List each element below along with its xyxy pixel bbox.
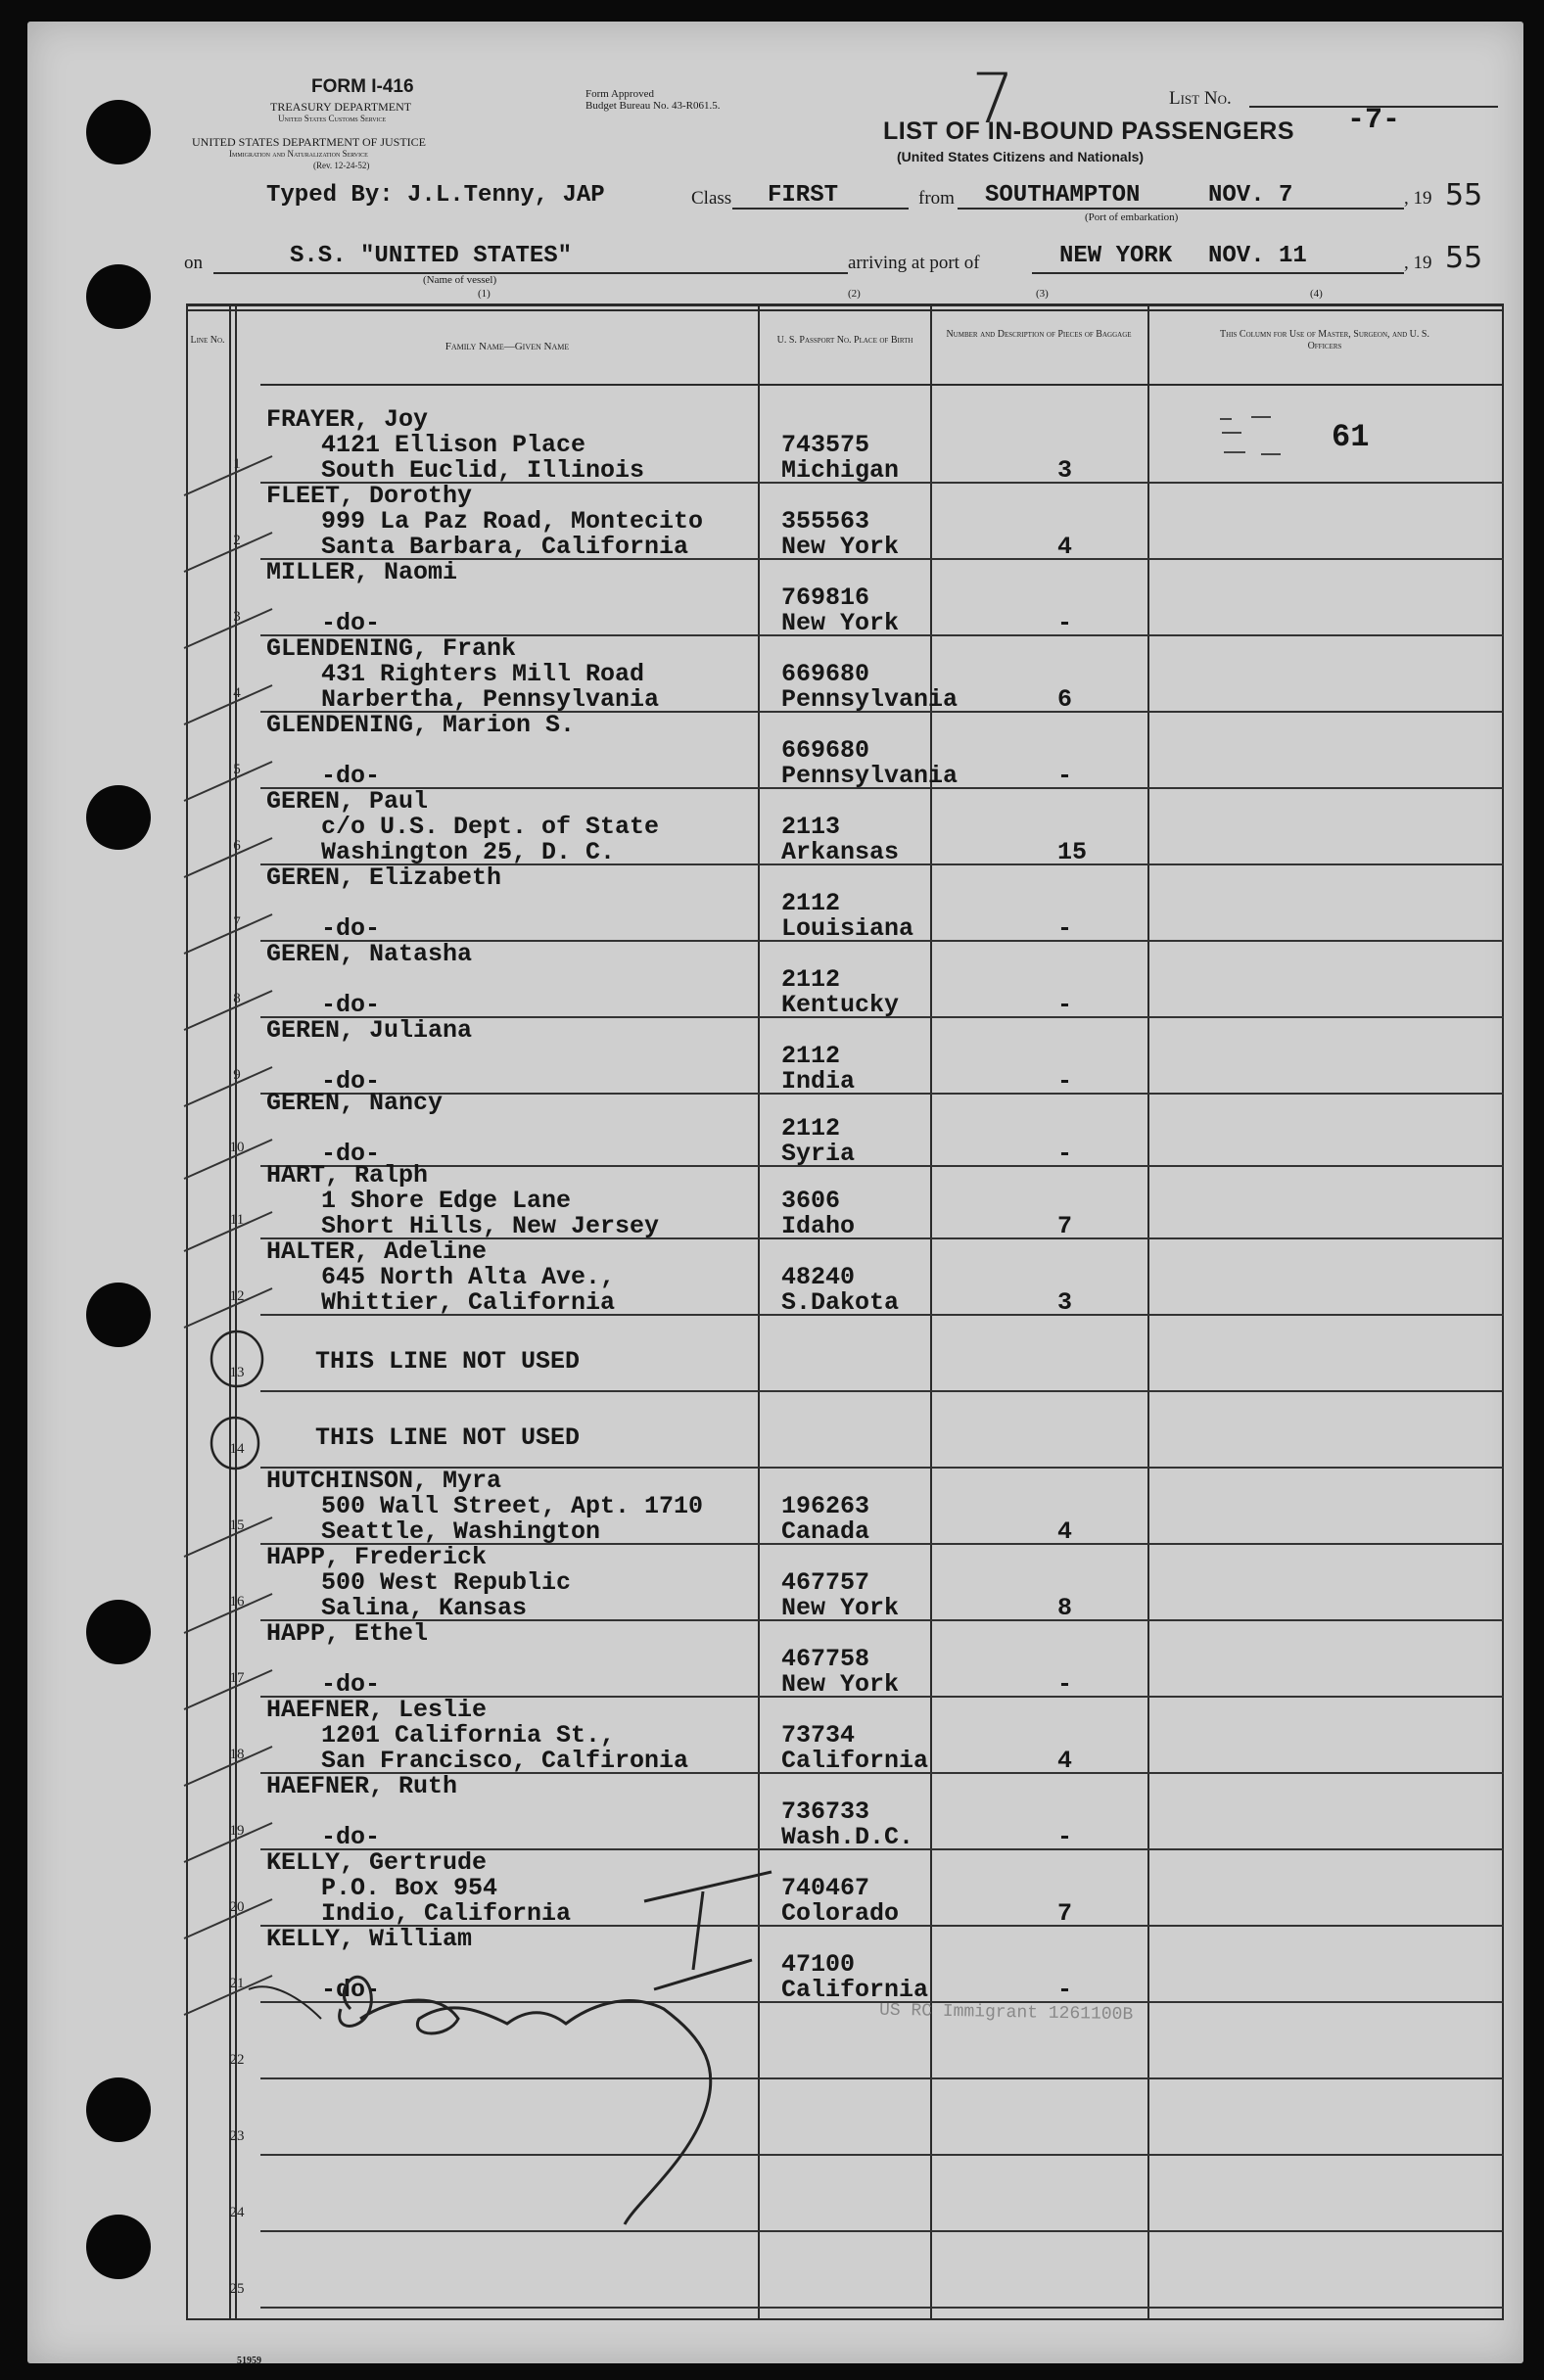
line-number: 12 [229,1288,245,1304]
dept-ins: Immigration and Naturalization Service [229,149,368,159]
immigrant-stamp: US RC Immigrant 1261100B [878,2000,1134,2026]
line-number: 22 [229,2052,245,2068]
form-approved: Form Approved [585,88,654,100]
address-line-2: Indio, California [321,1899,572,1928]
place-of-birth: Syria [781,1140,856,1168]
header-bottom-line [260,384,1504,386]
passenger-name: FRAYER, Joy [266,405,429,434]
address-line-2: -do- [321,1670,381,1699]
officer-mark: 61 [1332,419,1370,455]
class-value: FIRST [768,182,839,209]
passenger-name: GEREN, Natasha [266,940,473,968]
check-stroke [184,1747,272,1786]
line-number: 2 [233,533,241,548]
list-no-value: -7- [1347,104,1401,137]
col1-caption: (1) [478,288,491,300]
place-of-birth: California [781,1747,929,1775]
line-number: 7 [233,914,241,930]
place-of-birth: New York [781,609,900,637]
unused-line-note: THIS LINE NOT USED [315,1347,581,1376]
row-rule [260,1390,1504,1392]
address-line-2: -do- [321,762,381,790]
passport-number: 196263 [781,1492,870,1520]
baggage-count: - [1057,609,1073,637]
passport-number: 2113 [781,813,841,841]
passenger-name: HAEFNER, Leslie [266,1696,488,1724]
address-line-2: -do- [321,991,381,1019]
punch-hole [86,1600,151,1664]
row-rule [260,2307,1504,2309]
from-label: from [918,188,955,209]
check-stroke [184,456,272,495]
address-line-1: 500 West Republic [321,1568,572,1597]
place-of-birth: Michigan [781,456,900,485]
baggage-count: 15 [1057,838,1088,866]
line-number: 15 [229,1517,245,1533]
passenger-name: HAPP, Ethel [266,1619,429,1648]
check-stroke [184,1212,272,1251]
table-bottom-border [186,2318,1504,2320]
passport-number: 769816 [781,583,870,612]
passport-number: 2112 [781,1042,841,1070]
address-line-2: Salina, Kansas [321,1594,528,1622]
check-stroke [184,1140,272,1179]
dept-customs: United States Customs Service [278,114,387,123]
passenger-name: HAEFNER, Ruth [266,1772,458,1800]
check-stroke [184,914,272,954]
line-number: 20 [229,1899,245,1915]
from-year: 55 [1445,178,1483,212]
address-line-1: 1201 California St., [321,1721,616,1750]
passenger-name: MILLER, Naomi [266,558,458,586]
baggage-count: 3 [1057,456,1073,485]
address-line-1: 999 La Paz Road, Montecito [321,507,704,536]
address-line-1: 645 North Alta Ave., [321,1263,616,1291]
col4-caption: (4) [1310,288,1323,300]
tick-marks [174,433,302,2097]
address-line-2: San Francisco, Calfironia [321,1747,689,1775]
place-of-birth: Louisiana [781,914,914,943]
arrival-underline [1032,272,1404,274]
baggage-count: - [1057,1823,1073,1851]
passport-number: 2112 [781,889,841,917]
passport-number: 736733 [781,1797,870,1826]
arrival-year: 55 [1445,241,1483,275]
passport-number: 467757 [781,1568,870,1597]
line-number: 11 [229,1212,245,1228]
handwritten-list-number: 7 [971,59,1015,139]
passenger-name: GEREN, Nancy [266,1089,444,1117]
arrival-port: NEW YORK [1059,243,1173,269]
table-top-border [186,303,1504,306]
check-stroke [184,991,272,1030]
baggage-count: 8 [1057,1594,1073,1622]
baggage-count: - [1057,914,1073,943]
line-number: 16 [229,1594,245,1610]
row-rule [260,787,1504,789]
passport-number: 73734 [781,1721,856,1750]
address-line-1: P.O. Box 954 [321,1874,498,1902]
place-of-birth: New York [781,1594,900,1622]
place-of-birth: New York [781,533,900,561]
address-line-1: c/o U.S. Dept. of State [321,813,660,841]
from-year-prefix: , 19 [1404,188,1432,209]
baggage-count: 4 [1057,533,1073,561]
passport-number: 3606 [781,1187,841,1215]
place-of-birth: California [781,1976,929,2004]
passenger-name: HAPP, Frederick [266,1543,488,1571]
line-number: 14 [229,1441,245,1457]
class-label: Class [691,188,732,209]
arrival-date: NOV. 11 [1208,243,1307,269]
baggage-count: 7 [1057,1899,1073,1928]
row-rule [260,1165,1504,1167]
punch-hole [86,1283,151,1347]
check-stroke [184,685,272,724]
passenger-name: GEREN, Elizabeth [266,863,502,892]
place-of-birth: New York [781,1670,900,1699]
place-of-birth: India [781,1067,856,1096]
port-caption: (Port of embarkation) [1085,211,1179,223]
baggage-count: 7 [1057,1212,1073,1240]
place-of-birth: Kentucky [781,991,900,1019]
punch-hole [86,2077,151,2142]
handwritten-i-mark [625,1862,781,1999]
address-line-2: -do- [321,914,381,943]
baggage-count: 4 [1057,1747,1073,1775]
page-title: LIST OF IN-BOUND PASSENGERS [883,117,1295,145]
check-stroke [184,1594,272,1633]
arriving-label: arriving at port of [848,253,980,273]
place-of-birth: Arkansas [781,838,900,866]
address-line-2: Washington 25, D. C. [321,838,616,866]
passport-number: 669680 [781,736,870,765]
baggage-count: - [1057,1976,1073,2004]
baggage-count: 4 [1057,1517,1073,1546]
officer-dash-marks [1212,411,1300,460]
place-of-birth: Pennsylvania [781,762,959,790]
table-top-border-2 [186,309,1504,311]
dash-marks-icon [1212,411,1300,460]
address-line-1: 4121 Ellison Place [321,431,586,459]
punch-hole [86,785,151,850]
header-officers: This Column for Use of Master, Surgeon, and U. S. Officers [1220,329,1429,351]
header-passport: U. S. Passport No. Place of Birth [776,335,913,346]
col3-caption: (3) [1036,288,1049,300]
passenger-name: HUTCHINSON, Myra [266,1467,502,1495]
check-stroke [184,1517,272,1557]
address-line-2: -do- [321,1140,381,1168]
place-of-birth: Canada [781,1517,870,1546]
address-line-2: Narbertha, Pennsylvania [321,685,660,714]
place-of-birth: Pennsylvania [781,685,959,714]
baggage-count: - [1057,1670,1073,1699]
address-line-1: 1 Shore Edge Lane [321,1187,572,1215]
passport-number: 467758 [781,1645,870,1673]
budget-bureau: Budget Bureau No. 43-R061.5. [585,100,721,112]
line-number: 5 [233,762,241,777]
line-number: 4 [233,685,241,701]
vessel-name: S.S. "UNITED STATES" [290,243,573,269]
list-no-label: List No. [1169,88,1232,109]
from-date: NOV. 7 [1208,182,1293,209]
header-name: Family Name—Given Name [444,341,570,352]
line-number: 17 [229,1670,245,1686]
place-of-birth: Colorado [781,1899,900,1928]
line-number: 6 [233,838,241,854]
line-number: 25 [229,2281,245,2297]
punch-hole [86,100,151,164]
page-subtitle: (United States Citizens and Nationals) [897,149,1145,164]
address-line-2: Short Hills, New Jersey [321,1212,660,1240]
line-number: 23 [229,2128,245,2144]
passport-number: 355563 [781,507,870,536]
form-revision: (Rev. 12-24-52) [313,161,370,170]
baggage-count: - [1057,991,1073,1019]
address-line-2: Whittier, California [321,1288,616,1317]
address-line-2: Seattle, Washington [321,1517,601,1546]
col2-caption: (2) [848,288,861,300]
line-number: 8 [233,991,241,1006]
line-number: 10 [229,1140,245,1155]
passport-number: 669680 [781,660,870,688]
dept-treasury: TREASURY DEPARTMENT [270,100,412,114]
check-stroke [184,762,272,801]
check-stroke [184,1288,272,1328]
punch-hole [86,2215,151,2279]
address-line-1: 431 Righters Mill Road [321,660,645,688]
arrival-year-prefix: , 19 [1404,253,1432,273]
row-rule [260,1619,1504,1621]
manifest-page [27,22,1523,2366]
address-line-2: -do- [321,1823,381,1851]
baggage-count: - [1057,1067,1073,1096]
circled-line-marks [200,1324,278,1480]
passport-number: 743575 [781,431,870,459]
address-line-2: -do- [321,609,381,637]
passenger-name: GEREN, Juliana [266,1016,473,1045]
line-number: 19 [229,1823,245,1839]
line-number: 3 [233,609,241,625]
check-stroke [184,1670,272,1709]
check-stroke [184,1067,272,1106]
address-line-2: South Euclid, Illinois [321,456,645,485]
passport-number: 740467 [781,1874,870,1902]
address-line-2: -do- [321,1976,381,2004]
unused-line-note: THIS LINE NOT USED [315,1423,581,1452]
table-right-border [1502,303,1504,2320]
row-rule [260,1314,1504,1316]
check-stroke [184,838,272,877]
form-number: FORM I-416 [311,76,414,97]
vessel-underline [213,272,848,274]
from-port: SOUTHAMPTON [985,182,1141,209]
baggage-count: - [1057,1140,1073,1168]
check-stroke [184,609,272,648]
place-of-birth: Wash.D.C. [781,1823,914,1851]
address-line-2: -do- [321,1067,381,1096]
footer-code: 51959 [237,2356,261,2366]
dept-justice: UNITED STATES DEPARTMENT OF JUSTICE [192,135,427,149]
passenger-name: HART, Ralph [266,1161,429,1190]
passport-number: 47100 [781,1950,856,1979]
check-stroke [184,1823,272,1862]
row-rule [260,1093,1504,1095]
typed-by: Typed By: J.L.Tenny, JAP [266,182,605,209]
col-divider-officers [1147,303,1149,2320]
line-number: 18 [229,1747,245,1762]
passenger-name: GLENDENING, Marion S. [266,711,576,739]
line-number: 24 [229,2205,245,2220]
header-line-no: Line No. [190,335,225,346]
check-stroke [184,533,272,572]
passenger-name: GEREN, Paul [266,787,429,816]
passport-number: 2112 [781,1114,841,1143]
line-number: 21 [229,1976,245,1991]
passenger-name: KELLY, Gertrude [266,1848,488,1877]
vessel-caption: (Name of vessel) [423,274,497,286]
address-line-1: 500 Wall Street, Apt. 1710 [321,1492,704,1520]
passport-number: 48240 [781,1263,856,1291]
line-number: 1 [233,456,241,472]
place-of-birth: Idaho [781,1212,856,1240]
passport-number: 2112 [781,965,841,994]
on-label: on [184,253,203,273]
passenger-name: FLEET, Dorothy [266,482,473,510]
header-baggage: Number and Description of Pieces of Baggage [946,329,1132,340]
baggage-count: 3 [1057,1288,1073,1317]
address-line-2: Santa Barbara, California [321,533,689,561]
passenger-name: KELLY, William [266,1925,473,1953]
passenger-name: HALTER, Adeline [266,1237,488,1266]
punch-hole [86,264,151,329]
line-number: 13 [229,1365,245,1380]
baggage-count: 6 [1057,685,1073,714]
passenger-name: GLENDENING, Frank [266,634,517,663]
baggage-count: - [1057,762,1073,790]
place-of-birth: S.Dakota [781,1288,900,1317]
line-number: 9 [233,1067,241,1083]
